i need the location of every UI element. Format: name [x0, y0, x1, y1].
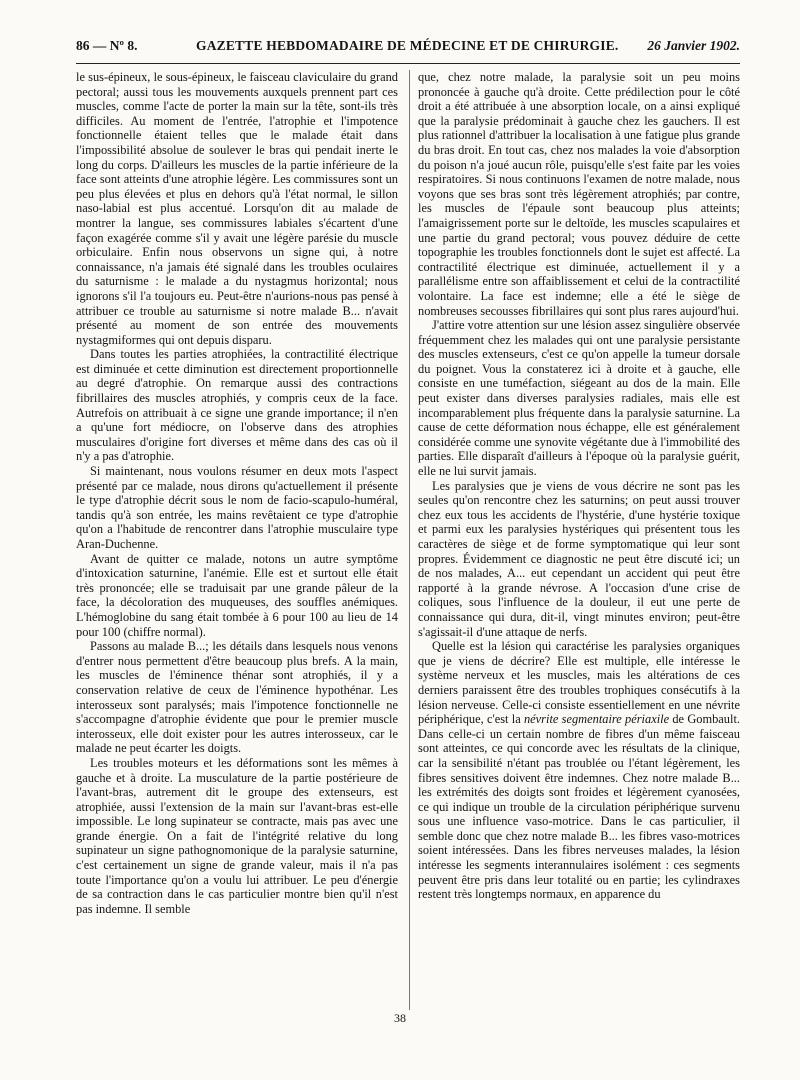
paragraph: Les paralysies que je viens de vous décrire ne sont pas les seules qu'on rencontre chez les saturnins; on peut aussi trouver chez eux tous les accidents de l'hystérie, d'une hystérie toxique et parmi eux les paralysies hystériques qui présentent tous les caractères de siège et de forme symptomatique qui leur sont propres. Évidemment ce diagnostic ne peut être discuté ici; un de nos malades, A... eut cependant un accident qui peut être rapporté à la grande névrose. A l'occasion d'une crise de coliques, sous l'influence de la douleur, il eut une perte de connaissance qui dura, dit-il, vingt minutes environ; peut-être s'agissait-il d'une attaque de nerfs. [418, 478, 740, 639]
journal-title: GAZETTE HEBDOMADAIRE DE MÉDECINE ET DE CHIRURGIE. [196, 38, 619, 53]
paragraph: Si maintenant, nous voulons résumer en deux mots l'aspect présenté par ce malade, nous dirons qu'actuellement il présente le type d'atrophie décrit sous le nom de facio-scapulo-huméral, tandis qu'à son entrée, les mains revêtaient ce type d'atrophie qu'on a l'habitude de rencontrer dans l'atrophie musculaire type Aran-Duchenne. [76, 464, 398, 551]
right-column [418, 70, 740, 902]
folio-number: 38 [394, 1011, 406, 1025]
running-header [76, 36, 740, 56]
paragraph: J'attire votre attention sur une lésion assez singulière observée fréquemment chez les malades qui ont une paralysie persistante des muscles extenseurs, c'est ce qu'on appelle la tumeur dorsale du poignet. Vous la constaterez ici à droite et à gauche, elle consiste en une tuméfaction, siégeant au dos de la main. Elle peut exister dans diverses paralysies radiales, mais elle est incomparablement plus fréquente dans la paralysie saturnine. La cause de cette déformation nous échappe, elle est généralement considérée comme une synovite végétante due à l'immobilité des parties. Elle disparaît d'ailleurs à l'époque où la paralysie guérit, elle ne lui survit jamais. [418, 318, 740, 479]
paragraph-text: de Gombault. Dans celle-ci un certain nombre de fibres d'un même faisceau sont atteintes, ce qui concorde avec les résultats de la clinique, car la sensibilité n'étant pas troublée ou l'étant légèrement, les fibres sensitives doivent être indemnes. Chez notre malade B... les extrémités des doigts sont froides et légèrement cyanosées, ce qui indique un trouble de la circulation périphérique survenu sous une influence vaso-motrice. Dans le cas particulier, il semble donc que chez notre malade B... les fibres vaso-motrices soient intéressées. Dans les fibres nerveuses malades, la lésion intéresse les segments interannulaires isolément : ces segments peuvent être pris dans leur totalité ou en partie; les cylindraxes restent très longtemps normaux, en apparence du [418, 712, 740, 902]
left-column [76, 70, 398, 916]
issue-date: 26 Janvier 1902. [647, 38, 740, 53]
header-rule [76, 63, 740, 64]
paragraph: que, chez notre malade, la paralysie soit un peu moins prononcée à gauche qu'à droite. Cette prédilection pour le côté droit a été attribuée à une absorption locale, on a ainsi expliqué que la paralysie prédominait à gauche chez les gauchers. Il est plus rationnel d'attribuer la localisation à une fatigue plus grande du bras droit. En tout cas, chez nos malades la voie d'absorption du poison n'a joué aucun rôle, puisqu'elle s'est faite par les voies respiratoires. Si nous continuons l'examen de notre malade, nous voyons que ses bras sont très légèrement atrophiés; par contre, les muscles de l'épaule sont beaucoup plus atteints; l'amaigrissement porte sur le deltoïde, les muscles scapulaires et une partie du grand pectoral; vous pouvez déduire de cette topographie les troubles fonctionnels dont le sujet est affecté. La contractilité électrique est diminuée, actuellement il y a parallélisme entre son affaiblissement et celui de la contractilité volontaire. La face est indemne; elle a été le siège de nombreuses secousses fibrillaires qui sont plus rares aujourd'hui. [418, 70, 740, 318]
paragraph: Passons au malade B...; les détails dans lesquels nous venons d'entrer nous permettent d'être beaucoup plus brefs. A la main, les muscles de l'éminence thénar sont atrophiés, il y a conservation relative de ceux de l'éminence hypothénar. Les interosseux sont paralysés; mais l'impotence fonctionnelle ne s'accompagne d'atrophie évidente que pour le premier muscle interosseux, elle doit exister pour les autres interosseux, car le malade ne peut écarter les doigts. [76, 639, 398, 756]
italic-term: névrite segmentaire périaxile [523, 712, 670, 727]
paragraph: le sus-épineux, le sous-épineux, le faisceau claviculaire du grand pectoral; aussi tous les mouvements auxquels prennent part ces muscles, comme l'acte de porter la main sur la tête, sont-ils très difficiles. Au moment de l'entrée, l'atrophie et l'impotence fonctionnelle étaient telles que le malade était dans l'impossibilité absolue de soulever le bras qui pendait inerte le long du corps. D'ailleurs les muscles de la partie inférieure de la face sont atteints d'une atrophie légère. Les commissures sont un peu plus élevées et plus en dehors qu'à l'état normal, le sillon naso-labial est plus accentué. Lorsqu'on dit au malade de montrer la langue, ses commissures labiales s'écartent d'une façon exagérée comme s'il y avait une légère parésie du muscle orbiculaire. Enfin nous observons un signe qui, à notre connaissance, n'a jamais été signalé dans les troubles oculaires du saturnisme : le malade a du nystagmus horizontal; nous ignorons s'il l'a toujours eu. Peut-être n'aurions-nous pas pensé à attribuer ce trouble au saturnisme si notre malade B... n'avait présenté au moment de son entrée des mouvements nystagmiformes qui ont depuis disparu. [76, 70, 398, 347]
paragraph-text: Quelle est la lésion qui caractérise les paralysies organiques que je viens de décrire? Elle est multiple, elle intéresse le système nerveux et les muscles, mais les altérations de ces derniers paraissent être des troubles trophiques consécutifs à la lésion nerveuse. Celle-ci consiste essentiellement en une névrite périphérique, c'est la [418, 639, 740, 727]
column-divider [409, 70, 410, 1010]
paragraph [418, 639, 740, 902]
page-number: 86 — Nº 8. [76, 38, 138, 53]
paragraph: Avant de quitter ce malade, notons un autre symptôme d'intoxication saturnine, l'anémie. Elle est et surtout elle était très prononcée; elle se traduisait par une grande pâleur de la face, la décoloration des muqueuses, des souffles anémiques. L'hémoglobine du sang était tombée à 6 pour 100 au lieu de 14 pour 100 (chiffre normal). [76, 551, 398, 639]
paragraph: Les troubles moteurs et les déformations sont les mêmes à gauche et à droite. La musculature de la partie postérieure de l'avant-bras, autrement dit le groupe des extenseurs, est atrophiée, aussi l'extension de la main sur l'avant-bras est-elle impossible. Le long supinateur se contracte, mais pas avec une grande énergie. On a fait de l'intégrité relative du long supinateur un signe pathognomonique de la paralysie saturnine, c'est certainement un signe de grande valeur, mais il n'a pas toute l'importance qu'on a voulu lui attribuer. Le peu d'énergie de sa contraction dans le cas particulier montre bien qu'il n'est pas indemne. Il semble [76, 755, 398, 916]
paragraph: Dans toutes les parties atrophiées, la contractilité électrique est diminuée et cette diminution est directement proportionnelle au degré d'atrophie. On remarque aussi des contractions fibrillaires des muscles atrophiés, y compris ceux de la face. Autrefois on attribuait à ce signe une grande importance; il n'en a qu'une fort médiocre, on l'observe dans des atrophies musculaires d'origine fort diverses et même dans des cas où il n'y a pas d'atrophie. [76, 347, 398, 464]
